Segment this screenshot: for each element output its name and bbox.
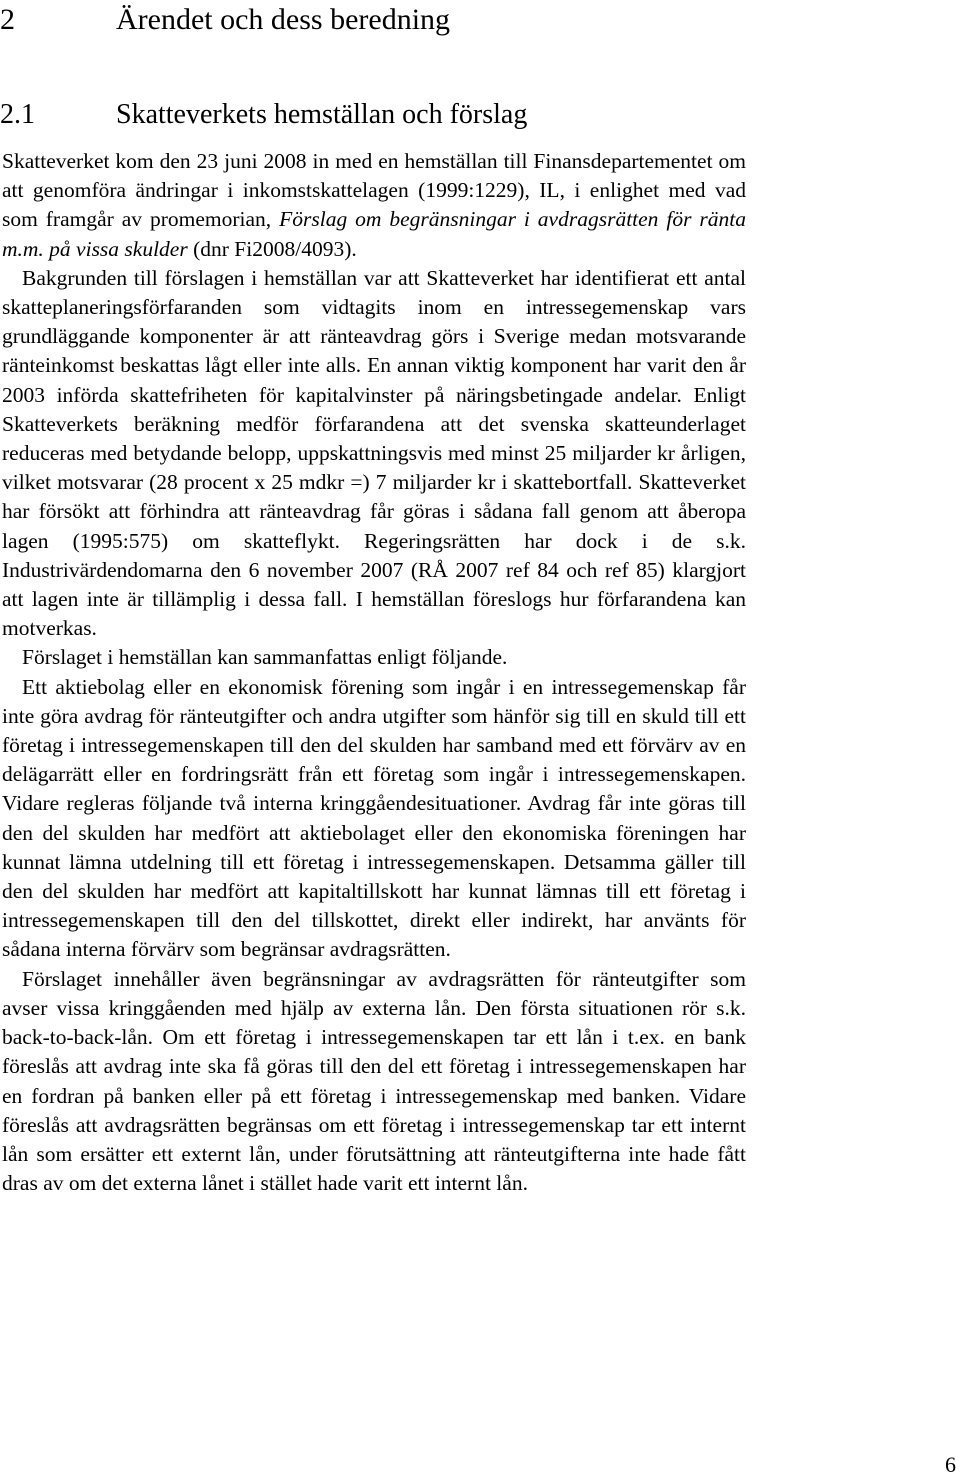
- paragraph-2: Bakgrunden till förslagen i hemställan var att Skatteverket har identifierat ett antal skatteplaneringsförfaranden som vidtagits inom en intressegemenskap vars grundläggande komponenter är att ränteavdrag görs i Sverige medan motsvarande ränteinkomst beskattas lågt eller inte alls. En annan viktig komponent har varit den år 2003 införda skattefriheten för kapitalvinster på näringsbetingade andelar. Enligt Skatteverkets beräkning medför förfarandena att det svenska skatteunderlaget reduceras med betydande belopp, uppskattningsvis med minst 25 miljarder kr årligen, vilket motsvarar (28 procent x 25 mdkr =) 7 miljarder kr i skattebortfall. Skatteverket har försökt att förhindra att ränteavdrag får göras i sådana fall genom att åberopa lagen (1995:575) om skatteflykt. Regeringsrätten har dock i de s.k. Industrivärdendomarna den 6 november 2007 (RÅ 2007 ref 84 och ref 85) klargjort att lagen inte är tillämplig i dessa fall. I hemställan föreslogs hur förfarandena kan motverkas.: [2, 265, 746, 641]
- body-text: [2, 147, 746, 1198]
- section-heading: [0, 98, 960, 132]
- section-number: 2.1: [0, 99, 35, 130]
- memo-title: Förslag om begränsningar i avdragsrätten för ränta m.m. på vissa skulder: [2, 207, 746, 261]
- chapter-title: Ärendet och dess beredning: [116, 3, 451, 36]
- p1-text-before: Skatteverket kom den 23 juni 2008 in med en hemställan till Finansdepartementet om att genomföra ändringar i inkomstskattelagen (1999:1229), IL, i enlighet med vad som framgår av promemorian,: [2, 149, 746, 232]
- paragraph-3: Förslaget i hemställan kan sammanfattas enligt följande.: [22, 645, 508, 670]
- paragraph-5: Förslaget innehåller även begränsningar av avdragsrätten för ränteutgifter som avser vissa kringgåenden med hjälp av externa lån. Den första situationen rör s.k. back-to-back-lån. Om ett företag i intressegemenskapen tar ett lån i t.ex. en bank föreslås att avdrag inte ska få göras till den del ett företag i intressegemenskapen har en fordran på banken eller på ett företag i intressegemenskap med banken. Vidare föreslås att avdragsrätten begränsas om ett företag i intressegemenskap tar ett internt lån som ersätter ett externt lån, under förutsättning att ränteutgifterna inte hade fått dras av om det externa lånet i stället hade varit ett internt lån.: [2, 966, 746, 1196]
- chapter-heading: [0, 2, 960, 38]
- section-title: Skatteverkets hemställan och förslag: [116, 99, 528, 130]
- chapter-number: 2: [0, 3, 15, 36]
- paragraph-4: Ett aktiebolag eller en ekonomisk förening som ingår i en intressegemenskap får inte göra avdrag för ränteutgifter och andra utgifter som hänför sig till en skuld till ett företag i intressegemenskapen till den del skulden har samband med ett förvärv av en delägarrätt eller en fordringsrätt från ett företag som ingår i intressegemenskapen. Vidare regleras följande två interna kringgåendesituationer. Avdrag får inte göras till den del skulden har medfört att aktiebolaget eller den ekonomiska föreningen har kunnat lämna utdelning till ett företag i intressegemenskapen. Detsamma gäller till den del skulden har medfört att kapitaltillskott har kunnat lämnas till ett företag i intressegemenskapen till den del tillskottet, direkt eller indirekt, har använts för sådana interna förvärv som begränsar avdragsrätten.: [2, 674, 746, 962]
- page-number: 6: [945, 1452, 956, 1477]
- paragraph-1: [2, 147, 746, 264]
- p1-text-after: (dnr Fi2008/4093).: [187, 236, 357, 261]
